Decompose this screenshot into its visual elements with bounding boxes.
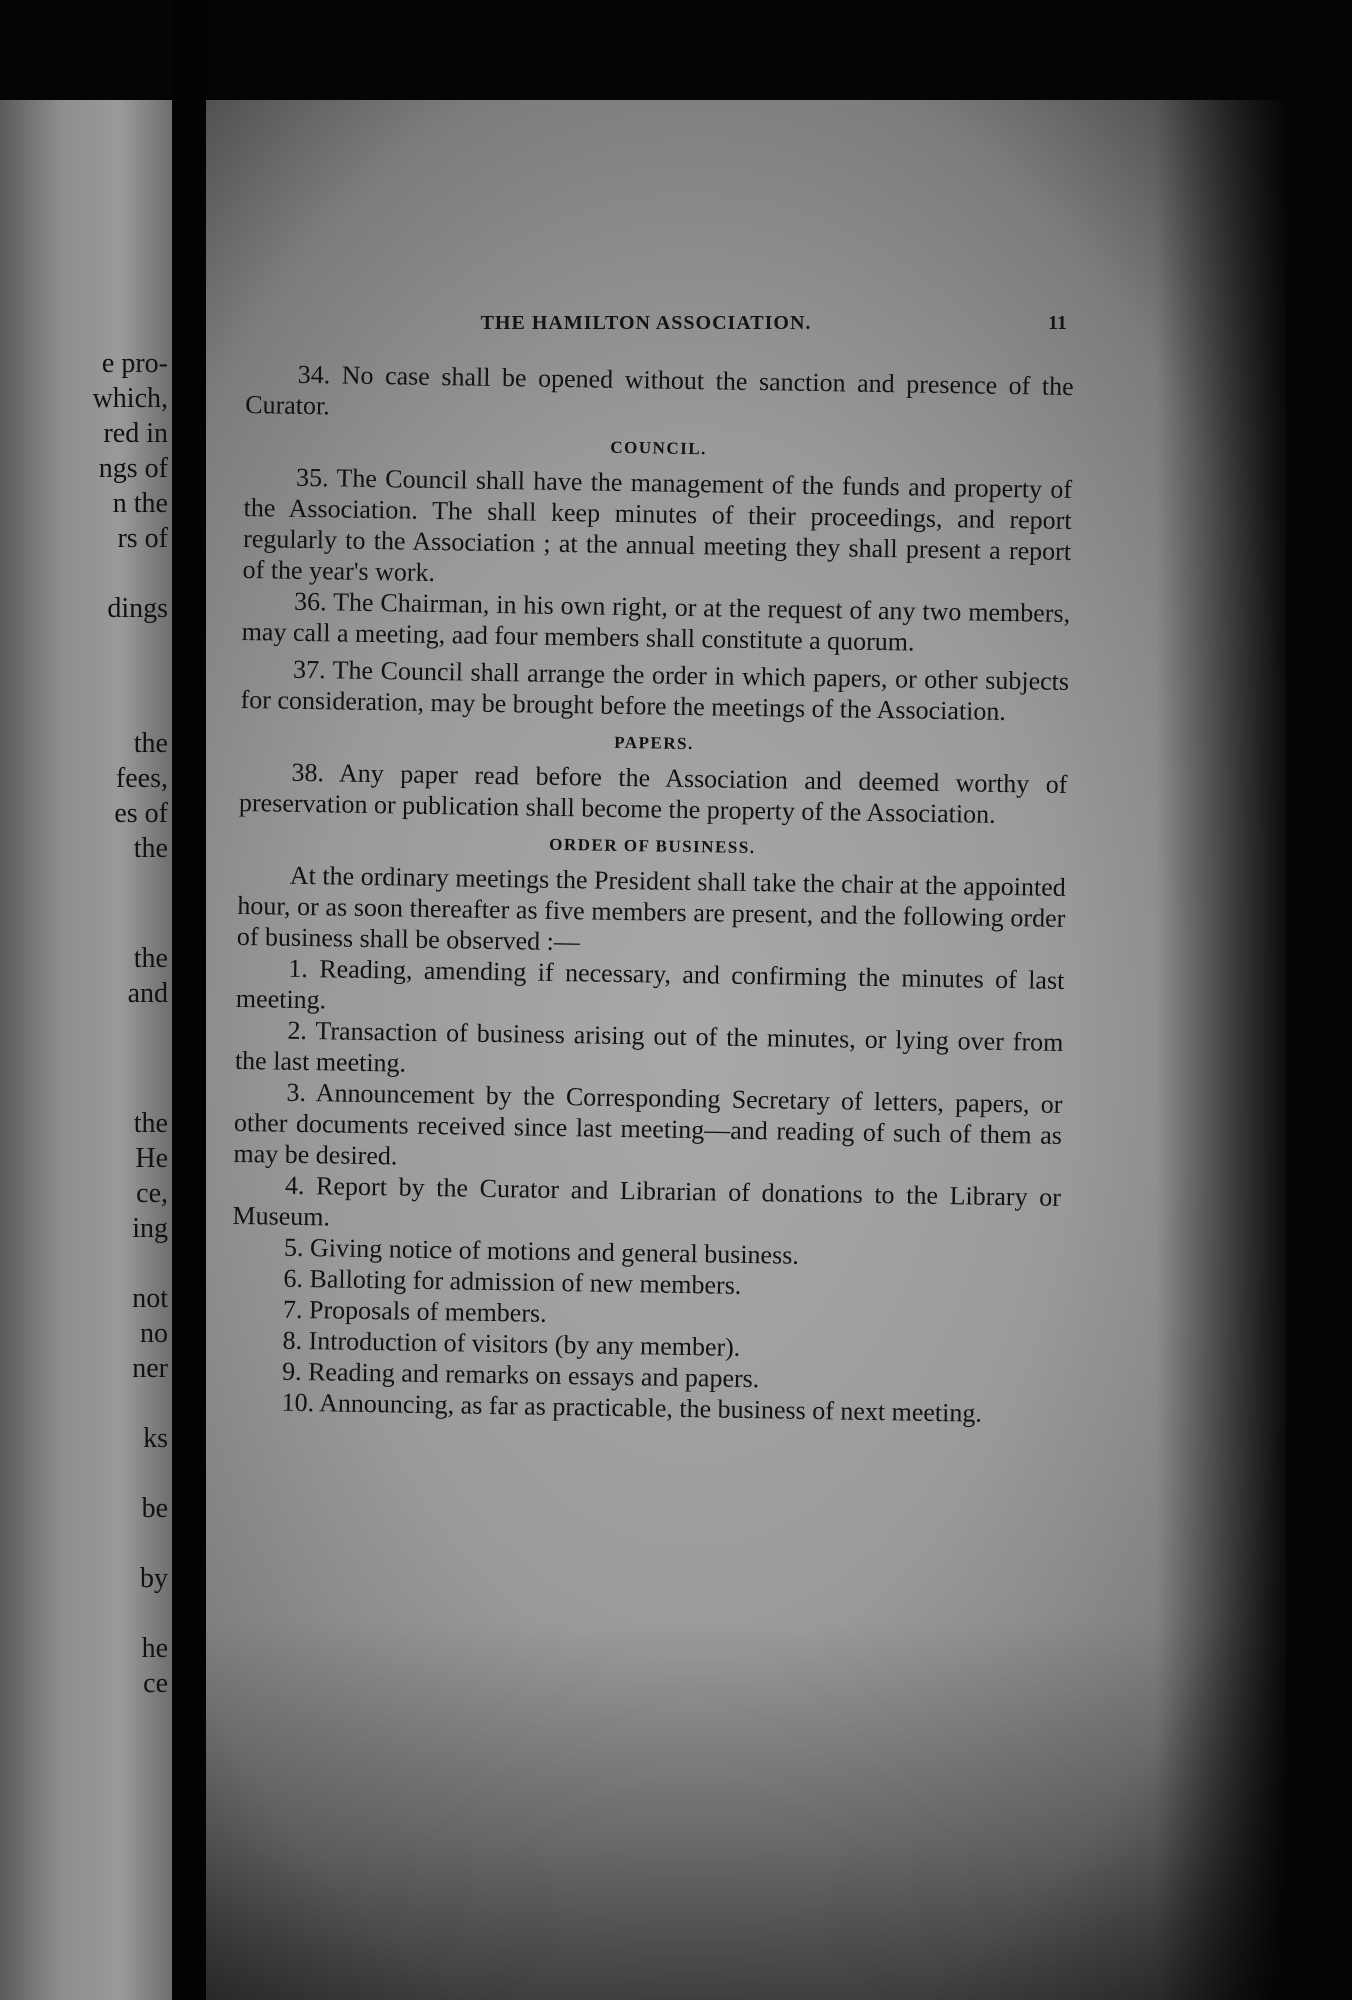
left-page-fragment: ngs of [98,453,168,484]
left-page-fragment: the [133,728,168,759]
left-page-fragment: not [132,1283,168,1314]
left-page-fragment: and [127,978,168,1009]
running-head: THE HAMILTON ASSOCIATION. [480,312,812,334]
left-page-fragment: dings [107,593,168,624]
left-page-fragment: red in [103,418,168,449]
list-item: 1. Reading, amending if necessary, and confirming the minutes of last meeting. [235,953,1065,1015]
list-item: 3. Announcement by the Corresponding Secretary of letters, papers, or other documents received since last meeting—and reading of such of them as may be desired. [233,1077,1063,1171]
left-page-fragment: ks [143,1423,168,1454]
list-item: 6. Balloting for admission of new members. [283,1263,742,1300]
paragraph-38: 38. Any paper read before the Association and deemed worthy of preservation or publication shall become the property of the Association. [238,757,1068,829]
list-item: 10. Announcing, as far as practicable, the business of next meeting. [281,1387,983,1428]
left-page-fragment: rs of [117,523,168,554]
list-item: 2. Transaction of business arising out of the minutes, or lying over from the last meeting. [234,1015,1064,1078]
left-page-fragment: es of [114,798,168,829]
paragraph-35: 35. The Council shall have the management of the funds and property of the Association. The shall keep minutes of their proceedings, and report regularly to the Association ; at the annual meeting they shall present a report of the year's work. [242,462,1073,587]
paragraph-34: 34. No case shall be opened without the sanction and presence of the Curator. [245,359,1074,421]
left-page-fragment: e pro- [101,348,168,379]
section-heading-order-of-business: ORDER OF BUSINESS. [549,834,756,858]
section-heading-council: COUNCIL. [610,437,708,459]
list-item: 9. Reading and remarks on essays and papers. [281,1356,760,1394]
left-page-fragment: n the [112,488,168,519]
page-body [229,358,1074,1430]
left-page-fragment: the [133,943,168,974]
list-item: 7. Proposals of members. [282,1294,547,1328]
left-page-fragment: he [141,1633,168,1664]
paragraph-36: 36. The Chairman, in his own right, or at the request of any two members, may call a meeting, aad four members shall constitute a quorum. [241,586,1071,657]
binding-gutter [172,0,206,2000]
list-item: 5. Giving notice of motions and general business. [283,1232,800,1270]
left-page-fragment: ce [143,1668,168,1699]
left-page-fragment: He [135,1143,168,1174]
left-page-fragment: ner [132,1353,168,1384]
list-item: 8. Introduction of visitors (by any member). [282,1325,741,1362]
list-item: 4. Report by the Curator and Librarian of donations to the Library or Museum. [232,1170,1062,1232]
left-page-fragment: ce, [136,1178,168,1209]
paragraph-37: 37. The Council shall arrange the order in which papers, or other subjects for consideration, may be brought before the meetings of the Association. [240,654,1070,726]
left-page-fragment: fees, [115,763,168,794]
page-number: 11 [1048,312,1067,334]
left-page-fragment: ing [132,1213,168,1244]
left-page-fragment: which, [92,383,168,414]
paragraph-order-intro: At the ordinary meetings the President shall take the chair at the appointed hour, or as soon thereafter as five members are present, and the following order of business shall be observed :— [236,860,1067,957]
left-page-strip [0,100,172,2000]
section-heading-papers: PAPERS. [614,732,694,754]
left-page-fragment: be [141,1493,168,1524]
main-page [206,100,1286,2000]
left-page-fragment: the [133,833,168,864]
left-page-fragment: by [140,1563,168,1594]
left-page-fragment: no [140,1318,168,1349]
left-page-fragment: the [133,1108,168,1139]
